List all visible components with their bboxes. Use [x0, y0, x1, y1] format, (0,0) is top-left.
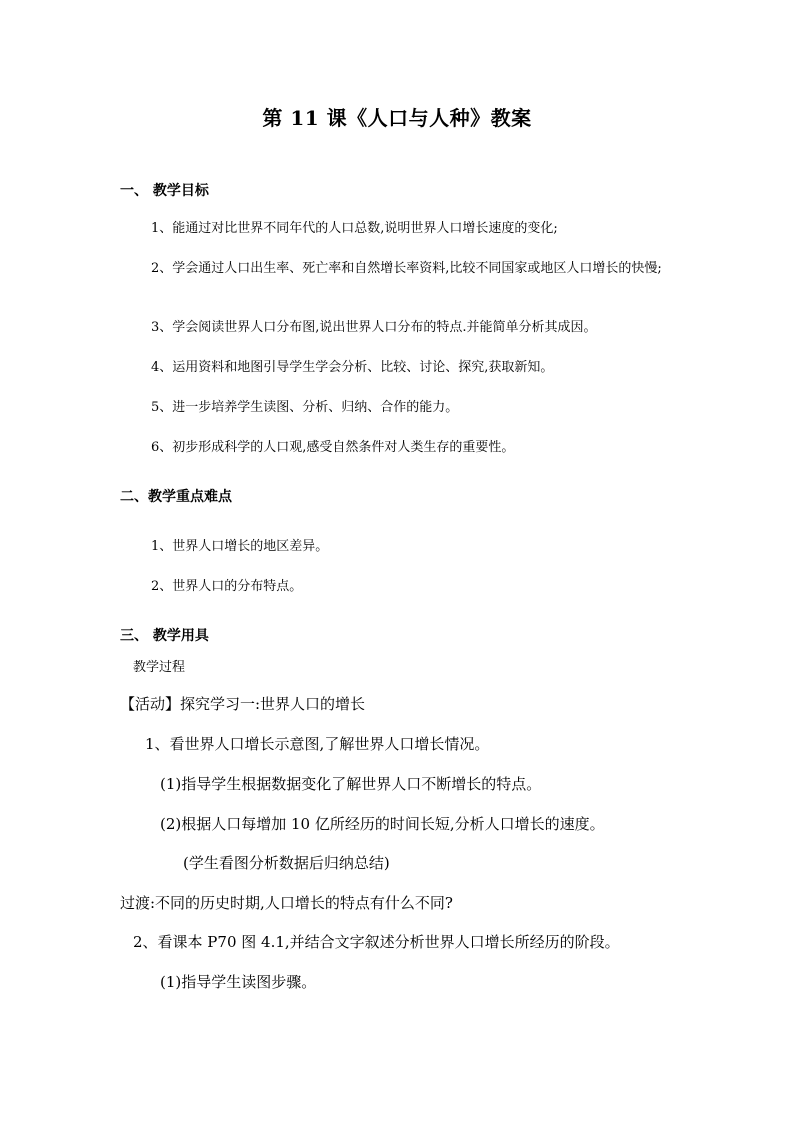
key-point-item: 1、世界人口增长的地区差异。 [151, 539, 329, 554]
objective-item: 2、学会通过人口出生率、死亡率和自然增长率资料,比较不同国家或地区人口增长的快慢; [151, 261, 662, 276]
activity-title: 【活动】探究学习一:世界人口的增长 [120, 695, 366, 713]
section-heading-tools: 三、 教学用具 [120, 628, 209, 644]
activity-note: (学生看图分析数据后归纳总结) [183, 854, 390, 872]
objective-item: 4、运用资料和地图引导学生学会分析、比较、讨论、探究,获取新知。 [151, 360, 554, 375]
section-heading-objectives: 一、 教学目标 [120, 183, 209, 199]
key-point-item: 2、世界人口的分布特点。 [151, 579, 303, 594]
objective-item: 1、能通过对比世界不同年代的人口总数,说明世界人口增长速度的变化; [151, 221, 558, 236]
activity-step: 1、看世界人口增长示意图,了解世界人口增长情况。 [145, 735, 490, 753]
transition-text: 过渡:不同的历史时期,人口增长的特点有什么不同? [120, 894, 453, 912]
section-heading-key-points: 二、教学重点难点 [120, 489, 232, 505]
activity-substep: (1)指导学生根据数据变化了解世界人口不断增长的特点。 [160, 775, 542, 793]
objective-item: 5、进一步培养学生读图、分析、归纳、合作的能力。 [151, 400, 459, 415]
document-title: 第 11 课《人口与人种》教案 [262, 106, 532, 130]
process-label: 教学过程 [133, 660, 186, 675]
activity-substep: (2)根据人口每增加 10 亿所经历的时间长短,分析人口增长的速度。 [160, 815, 605, 833]
activity-step: 2、看课本 P70 图 4.1,并结合文字叙述分析世界人口增长所经历的阶段。 [133, 933, 620, 951]
activity-substep: (1)指导学生读图步骤。 [160, 973, 317, 991]
objective-item: 6、初步形成科学的人口观,感受自然条件对人类生存的重要性。 [151, 440, 515, 455]
objective-item: 3、学会阅读世界人口分布图,说出世界人口分布的特点.并能简单分析其成因。 [151, 320, 597, 335]
